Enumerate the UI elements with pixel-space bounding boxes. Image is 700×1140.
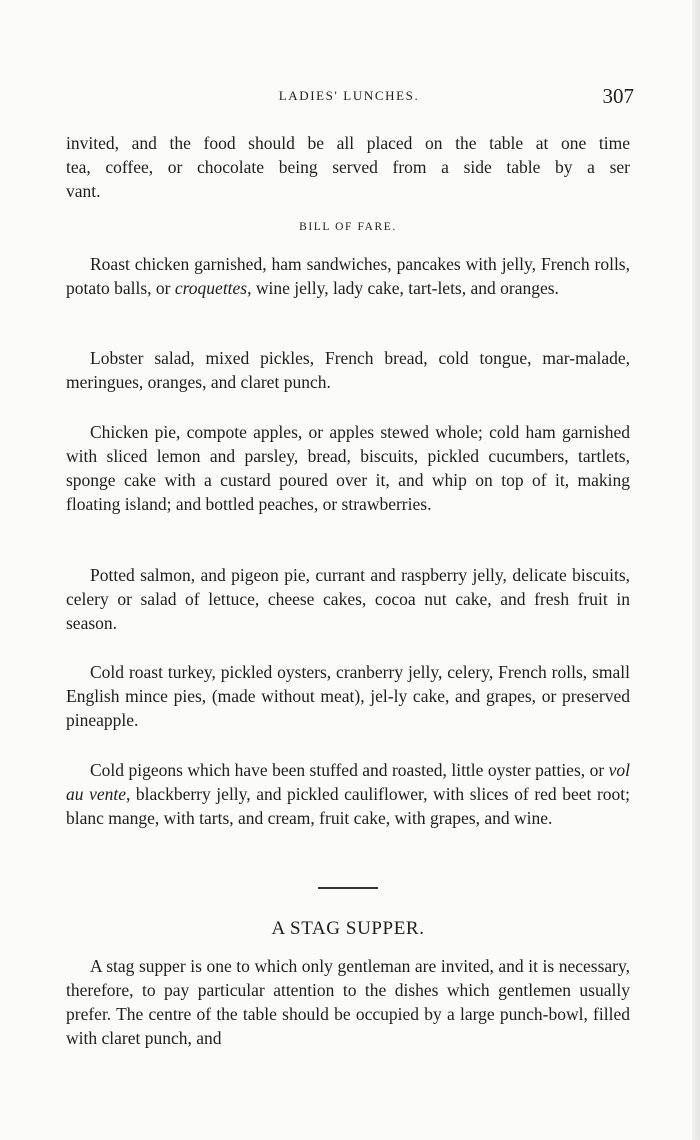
intro-paragraph [66, 131, 630, 203]
page-number: 307 [602, 84, 634, 108]
menu-paragraph [66, 252, 630, 300]
menu-italic-text: vol au vente [66, 760, 630, 804]
body-paragraph: A stag supper is one to which only gentleman are invited, and it is necessary, therefore, to pay particular attention to the dishes which gentlemen usually prefer. The centre of the table should be occupied by a large punch-bowl, filled with claret punch, and [66, 956, 630, 1048]
menu-text: Cold pigeons which have been stuffed and roasted, little oyster patties, or [90, 760, 609, 780]
menu-4 [66, 563, 630, 635]
menu-3 [66, 420, 630, 516]
menu-paragraph [66, 758, 630, 830]
intro-line: tea, coffee, or chocolate being served from a side table by a ser [66, 157, 630, 177]
bill-of-fare-heading: BILL OF FARE. [299, 221, 397, 233]
menu-1 [66, 252, 630, 300]
menu-text: Roast chicken garnished, ham sandwiches, pancakes with jelly, French rolls, potato balls, or [66, 254, 630, 298]
section-title: A STAG SUPPER. [271, 918, 425, 939]
page-header [64, 84, 634, 114]
menu-5 [66, 660, 630, 732]
section-divider [318, 887, 378, 889]
menu-paragraph: Cold roast turkey, pickled oysters, cranberry jelly, celery, French rolls, small English mince pies, (made without meat), jel-ly cake, and grapes, or preserved pineapple. [66, 662, 630, 730]
menu-text: , wine jelly, lady cake, tart-lets, and oranges. [247, 278, 559, 298]
menu-6 [66, 758, 630, 830]
menu-paragraph: Chicken pie, compote apples, or apples stewed whole; cold ham garnished with sliced lemon and parsley, bread, biscuits, pickled cucumbers, tartlets, sponge cake with a custard poured over it, and whip on top of it, making floating island; and bottled peaches, or strawberries. [66, 422, 630, 514]
menu-italic-text: croquettes [174, 278, 248, 298]
menu-text: , blackberry jelly, and pickled cauliflower, with slices of red beet root; blanc mange, with tarts, and cream, fruit cake, with grapes, and wine. [66, 784, 630, 828]
menu-paragraph: Lobster salad, mixed pickles, French bread, cold tongue, mar-malade, meringues, oranges, and claret punch. [66, 348, 630, 392]
menu-paragraph: Potted salmon, and pigeon pie, currant and raspberry jelly, delicate biscuits, celery or salad of lettuce, cheese cakes, cocoa nut cake, and fresh fruit in season. [66, 565, 630, 633]
stag-supper-paragraph [66, 954, 630, 1050]
page-edge [692, 0, 700, 1140]
running-head: LADIES' LUNCHES. [278, 88, 420, 103]
intro-line: invited, and the food should be all placed on the table at one time [66, 133, 630, 153]
menu-2 [66, 346, 630, 394]
intro-line: vant. [66, 181, 101, 201]
